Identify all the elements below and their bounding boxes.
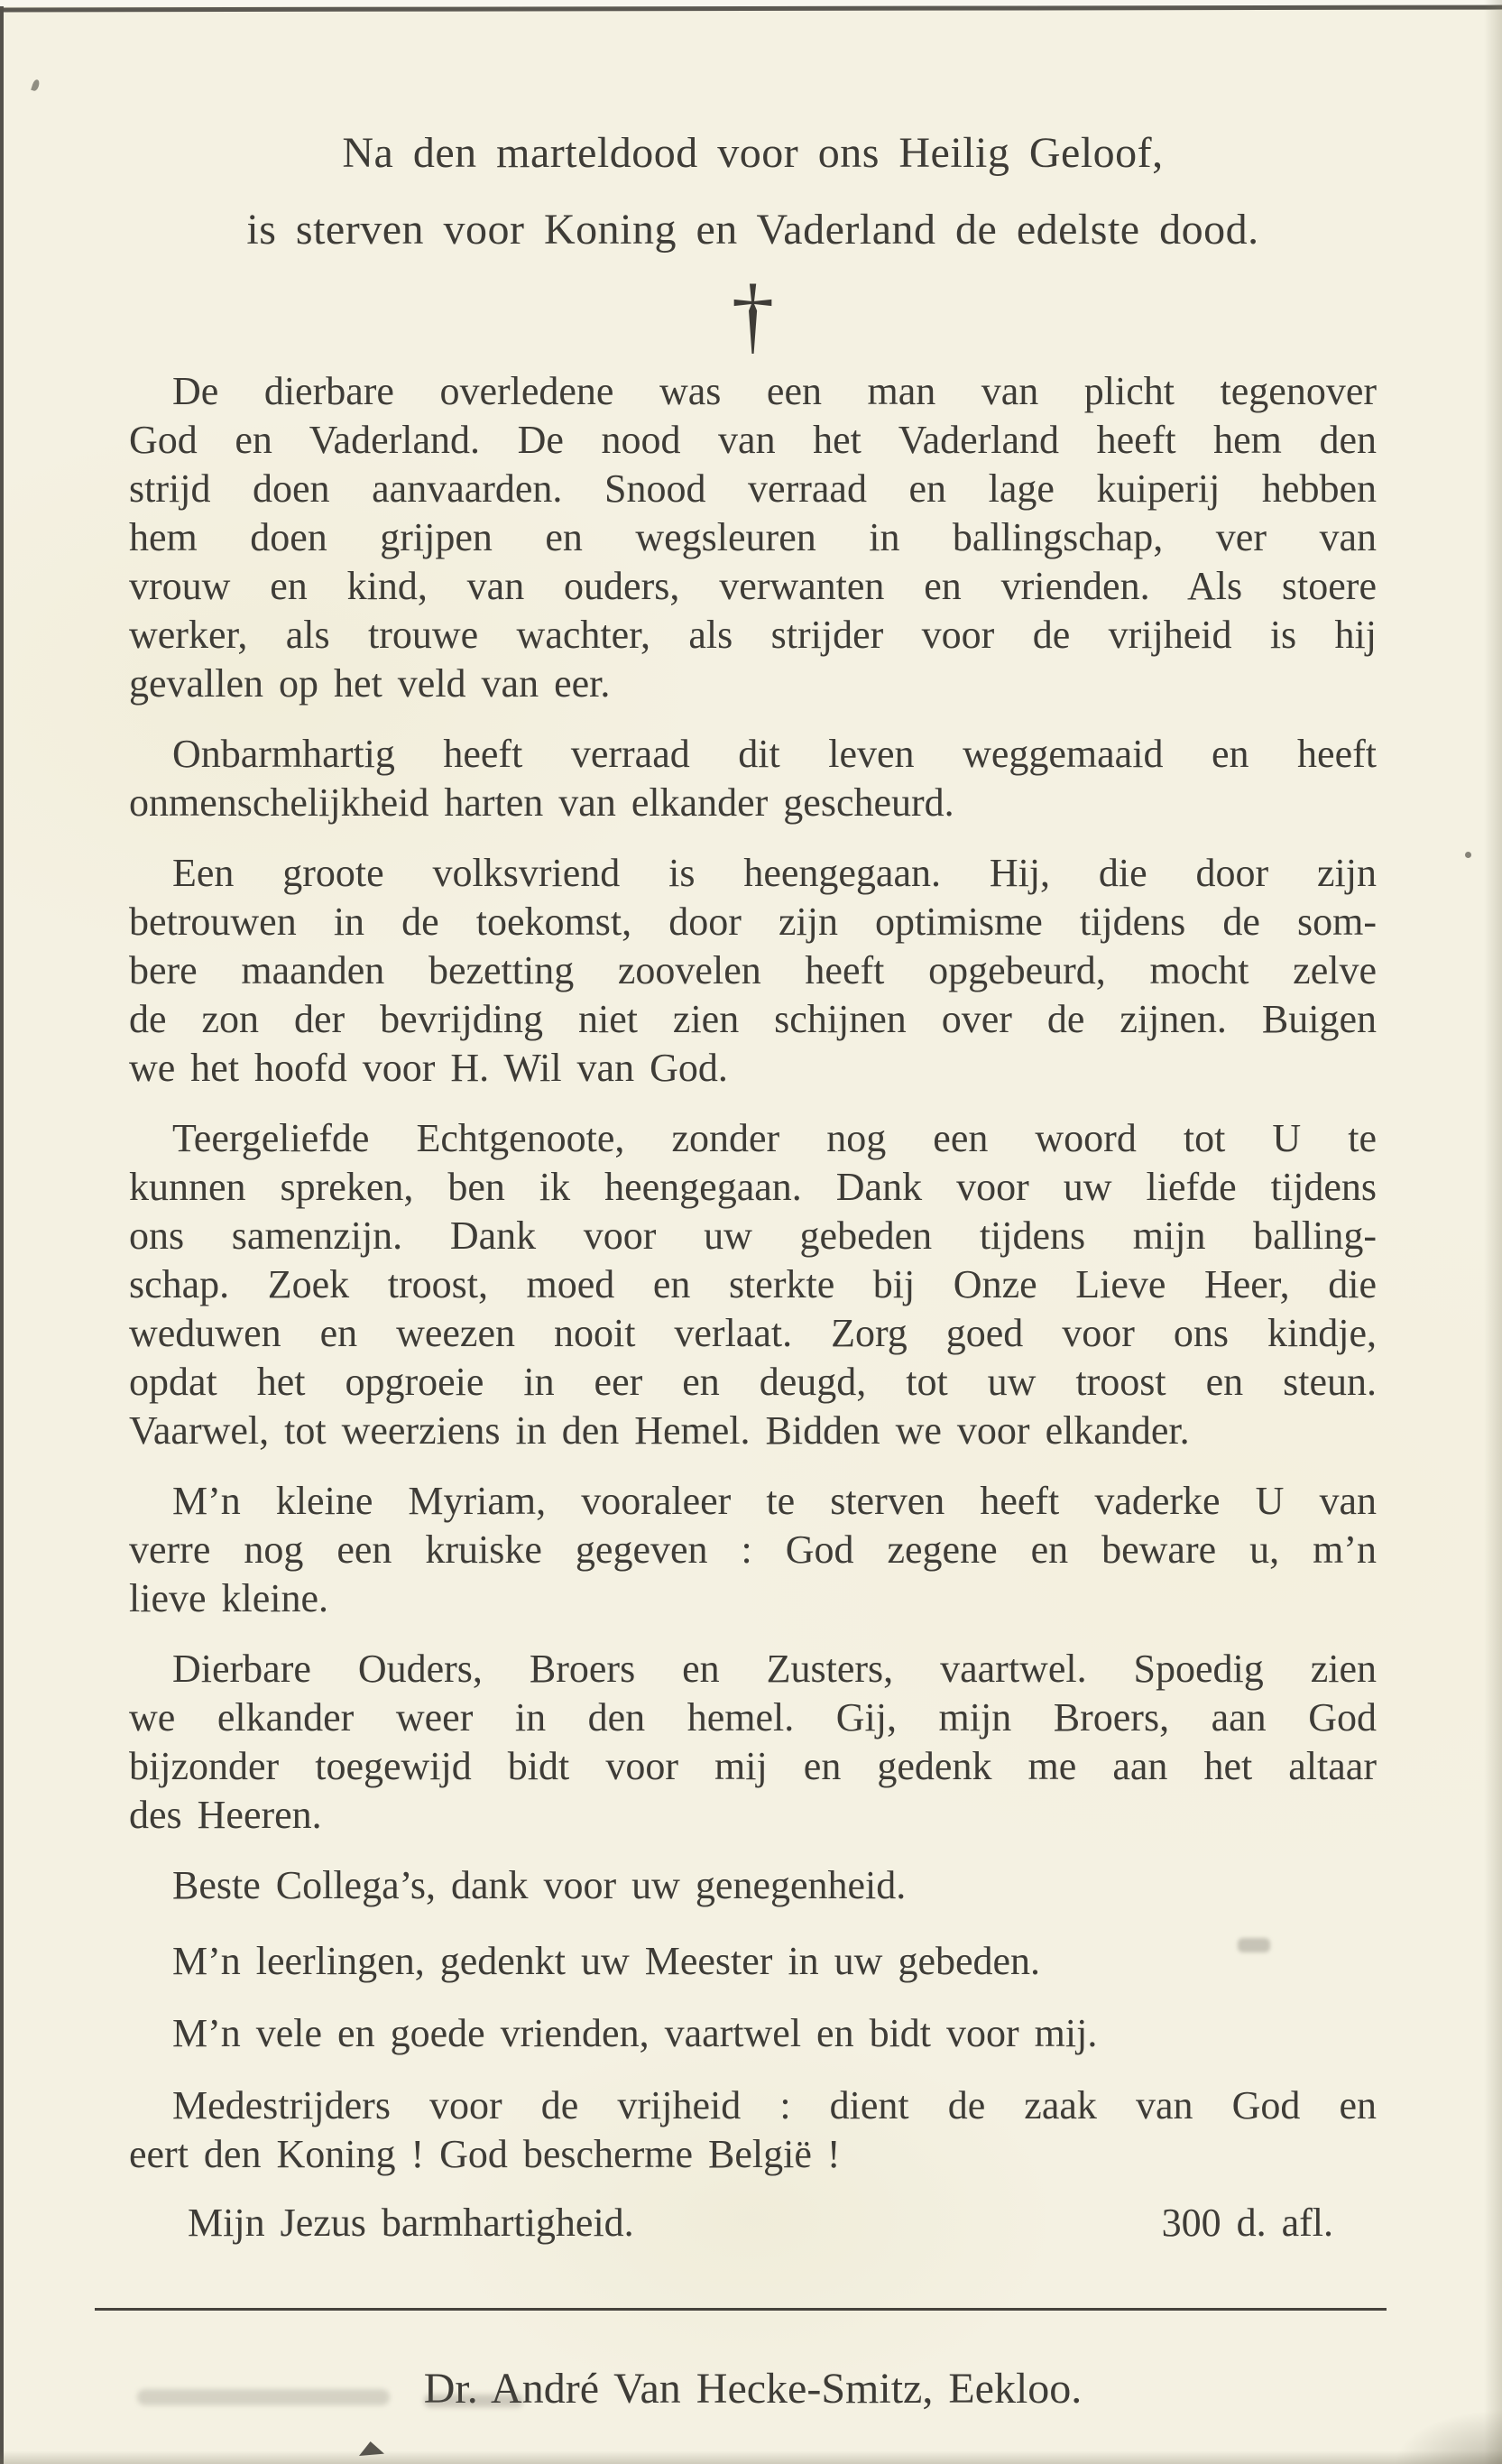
paragraph-line: Een groote volksvriend is heengegaan. Hij, die door zijn [172,851,1377,895]
paragraph-line: we elkander weer in den hemel. Gij, mijn Broers, aan God [129,1695,1377,1740]
paragraph [129,1861,1377,1910]
paragraph-line: bijzonder toegewijd bidt voor mij en gedenk me aan het altaar [129,1744,1377,1788]
paragraph-line: gevallen op het veld van eer. [129,661,611,706]
paragraph-line: De dierbare overledene was een man van plicht tegenover [172,369,1377,413]
closing-row [129,2199,1377,2247]
paragraph-line: Vaarwel, tot weerziens in den Hemel. Bidden we voor elkander. [129,1408,1190,1453]
paragraph-line: Dierbare Ouders, Broers en Zusters, vaartwel. Spoedig zien [172,1647,1377,1691]
paragraph-line: Beste Collega’s, dank voor uw genegenheid. [172,1863,907,1907]
paragraph [129,1645,1377,1840]
paragraph-line: hem doen grijpen en wegsleuren in ballingschap, ver van [129,515,1377,559]
paragraph-line: vrouw en kind, van ouders, verwanten en vrienden. Als stoere [129,564,1377,608]
paragraph-line: eert den Koning ! God bescherme België ! [129,2132,841,2176]
paragraph-line: des Heeren. [129,1793,322,1837]
footer-divider [95,2308,1387,2311]
paragraph-line: de zon der bevrijding niet zien schijnen over de zijnen. Buigen [129,997,1377,1041]
paragraph [129,2009,1377,2058]
closing-prayer: Mijn Jezus barmhartigheid. [188,2201,634,2245]
paragraph-line: bere maanden bezetting zoovelen heeft opgebeurd, mocht zelve [129,948,1377,992]
header-line-1: Na den marteldood voor ons Heilig Geloof, [342,129,1164,177]
paragraph-line: werker, als trouwe wachter, als strijder voor de vrijheid is hij [129,613,1377,657]
body-paragraphs [129,367,1377,2179]
paragraph-line: opdat het opgroeie in eer en deugd, tot uw troost en steun. [129,1360,1377,1404]
paragraph [129,367,1377,708]
paragraph-line: weduwen en weezen nooit verlaat. Zorg goed voor ons kindje, [129,1311,1377,1355]
indulgence-note: 300 d. afl. [1161,2201,1333,2245]
paragraph-line: we het hoofd voor H. Wil van God. [129,1046,728,1090]
paragraph-line: ons samenzijn. Dank voor uw gebeden tijdens mijn balling- [129,1214,1377,1258]
card-text-block [0,115,1502,2413]
paragraph-line: onmenschelijkheid harten van elkander gescheurd. [129,780,954,825]
paragraph [129,1477,1377,1623]
paragraph [129,1114,1377,1455]
paragraph-line: strijd doen aanvaarden. Snood verraad en lage kuiperij hebben [129,466,1377,511]
scan-artifact-mark [31,78,41,92]
paragraph [129,730,1377,827]
card-bottom-edge-shadow [0,2450,1502,2464]
paragraph-line: betrouwen in de toekomst, door zijn optimisme tijdens de som- [129,900,1377,944]
paragraph-line: M’n leerlingen, gedenkt uw Meester in uw gebeden. [172,1939,1041,1983]
paragraph [129,849,1377,1093]
paragraph-line: M’n kleine Myriam, vooraleer te sterven heeft vaderke U van [172,1479,1377,1523]
paragraph-line: God en Vaderland. De nood van het Vaderland heeft hem den [129,418,1377,462]
paragraph-line: kunnen spreken, ben ik heengegaan. Dank voor uw liefde tijdens [129,1165,1377,1209]
paragraph-line: Onbarmhartig heeft verraad dit leven weggemaaid en heeft [172,732,1377,776]
paragraph [129,1937,1377,1986]
header-line-2: is sterven voor Koning en Vaderland de edelste dood. [246,206,1259,254]
paragraph-line: lieve kleine. [129,1576,329,1620]
paragraph-line: Teergeliefde Echtgenoote, zonder nog een woord tot U te [172,1116,1377,1160]
signature-line: Dr. André Van Hecke-Smitz, Eekloo. [423,2365,1083,2413]
paragraph-line: Medestrijders voor de vrijheid : dient de zaak van God en [172,2083,1377,2127]
header-epigraph [129,115,1377,268]
card-corner-shadow [1394,2410,1502,2464]
paragraph [129,2081,1377,2179]
paragraph-line: M’n vele en goede vrienden, vaartwel en bidt voor mij. [172,2011,1098,2055]
cross-icon: † [731,267,775,363]
paragraph-line: schap. Zoek troost, moed en sterkte bij Onze Lieve Heer, die [129,1262,1377,1306]
paragraph-line: verre nog een kruiske gegeven : God zegene en beware u, m’n [129,1527,1377,1572]
